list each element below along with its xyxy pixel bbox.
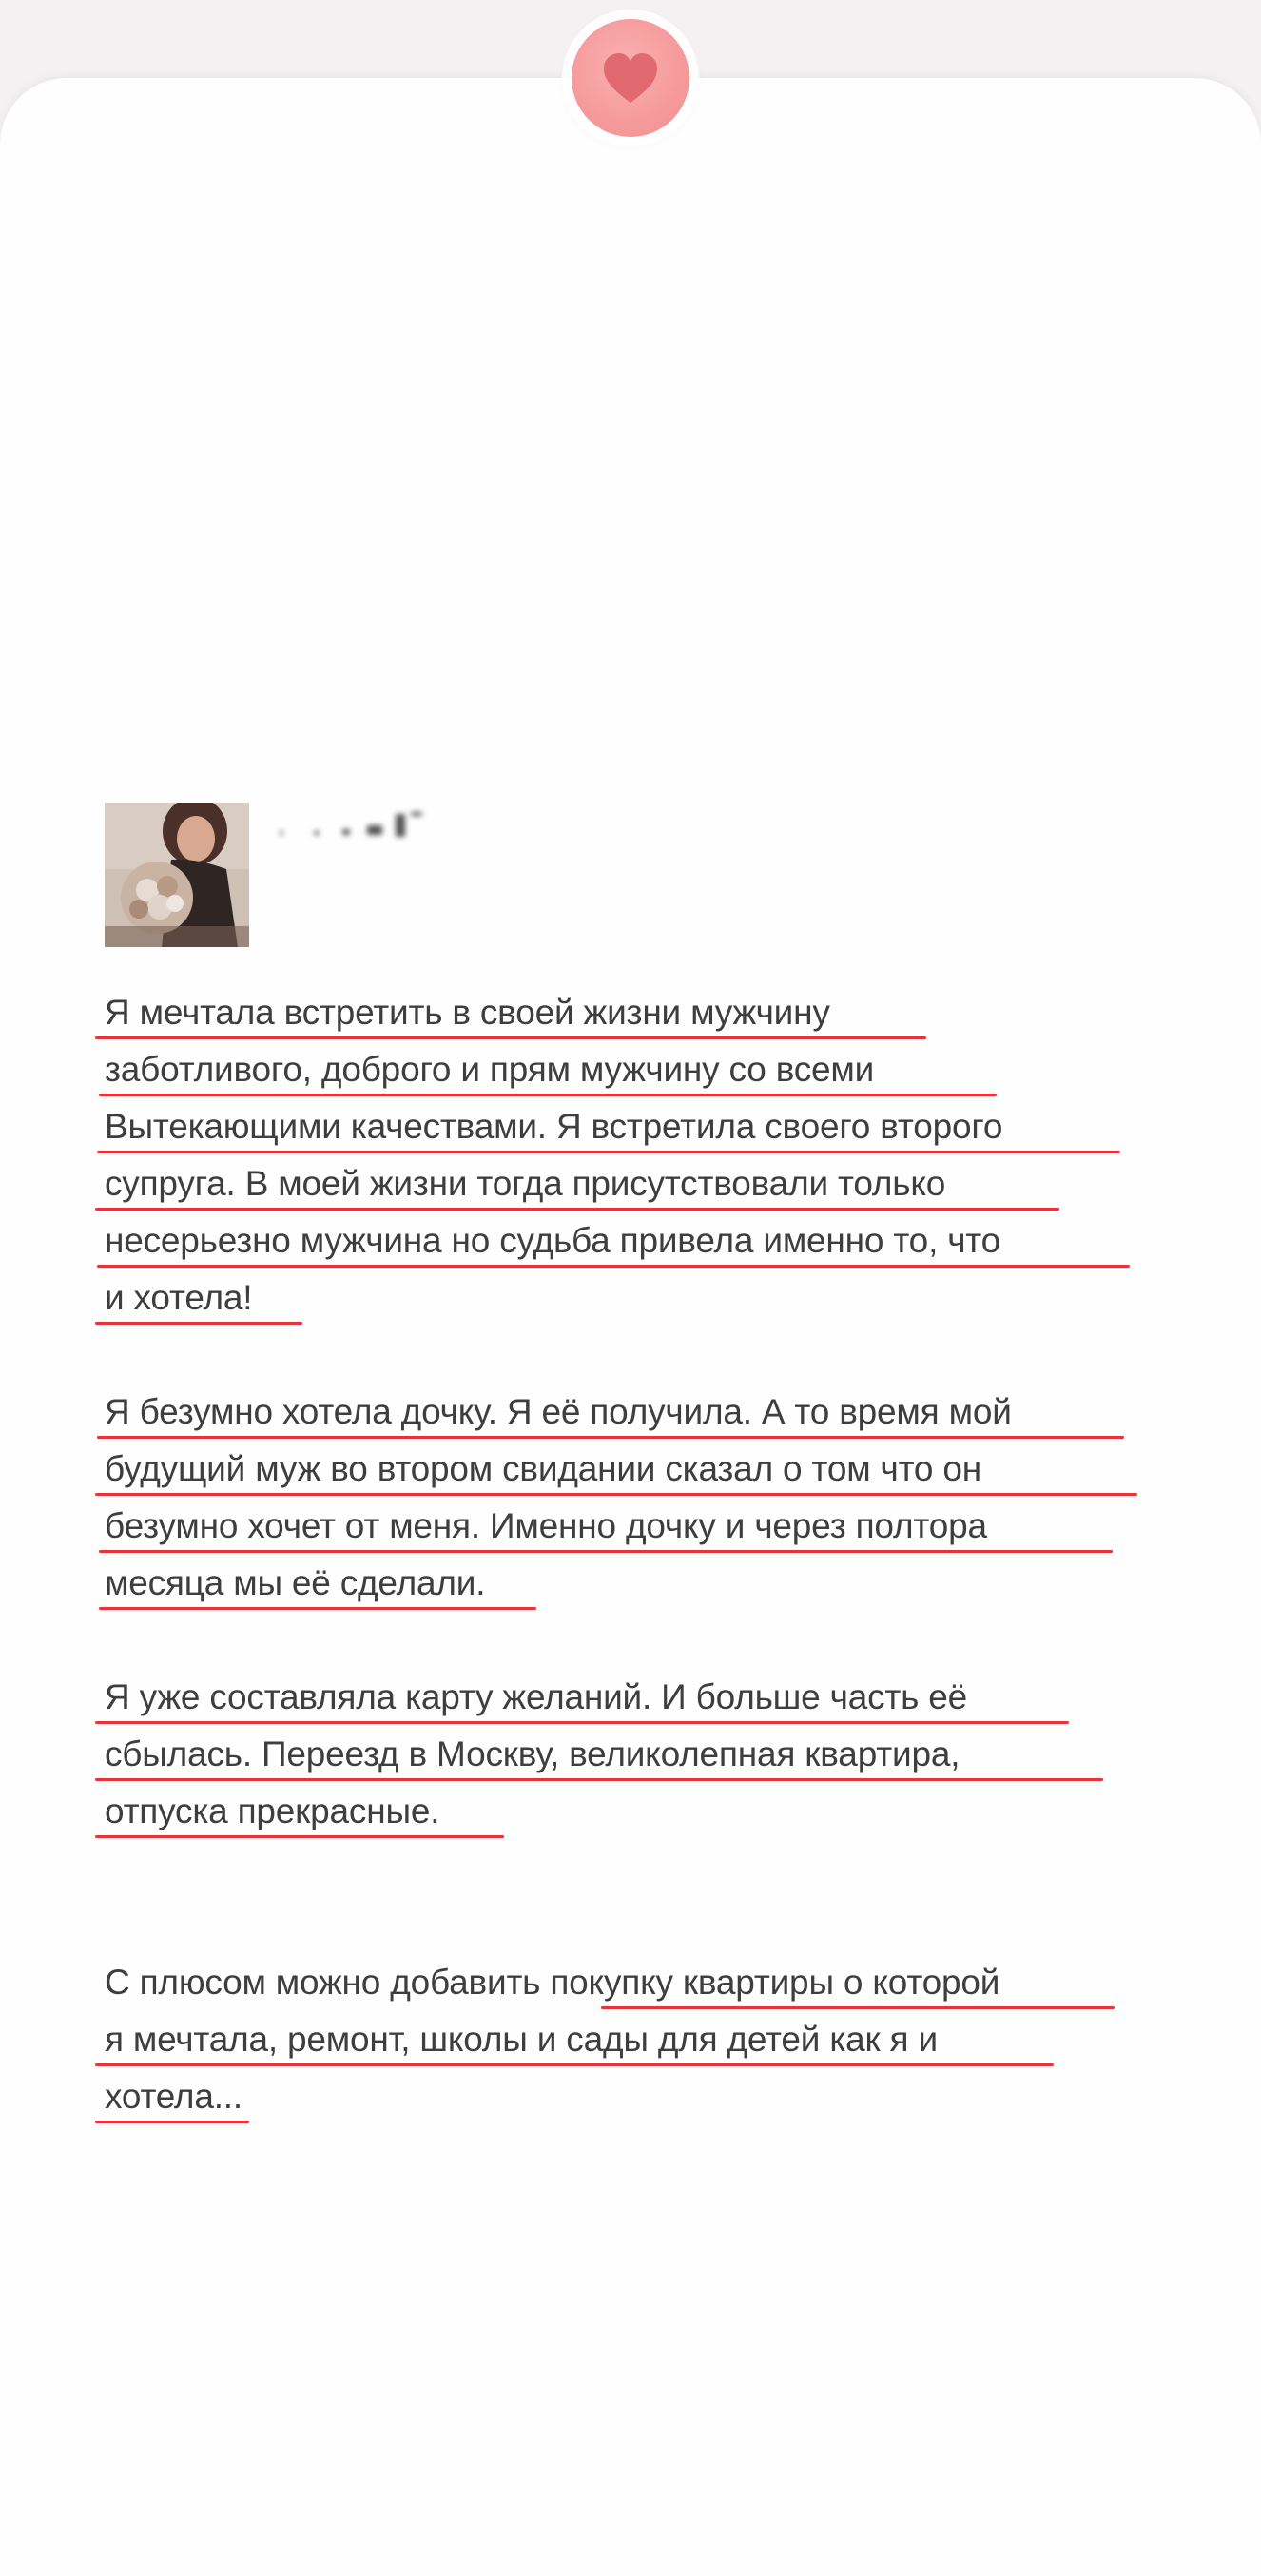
text-line xyxy=(105,989,1151,1046)
text-line xyxy=(105,1160,1151,1217)
red-underline xyxy=(95,1778,1103,1781)
text-line xyxy=(105,1445,1151,1502)
red-underline xyxy=(97,1265,1130,1268)
text-line-content: и хотела! xyxy=(105,1278,253,1317)
red-underline xyxy=(95,1322,302,1325)
red-underline xyxy=(97,1151,1120,1153)
heart-icon xyxy=(602,51,659,105)
text-line-content: безумно хочет от меня. Именно дочку и через полтора xyxy=(105,1506,987,1545)
text-line-content: Вытекающими качествами. Я встретила своего второго xyxy=(105,1107,1003,1146)
text-line-content: заботливого, доброго и прям мужчину со всеми xyxy=(105,1050,875,1089)
paragraph-3 xyxy=(105,1674,1151,1845)
text-line xyxy=(105,1731,1151,1788)
text-line xyxy=(105,1217,1151,1274)
red-underline xyxy=(95,1493,1137,1496)
paragraph-spacer xyxy=(105,1331,1151,1388)
paragraph-4 xyxy=(105,1959,1151,2130)
red-underline xyxy=(99,1094,997,1096)
red-underline xyxy=(95,2121,249,2123)
text-line-content: Я мечтала встретить в своей жизни мужчину xyxy=(105,993,830,1032)
red-underline xyxy=(95,2063,1054,2066)
text-line-content: хотела... xyxy=(105,2077,242,2116)
text-line-content: я мечтала, ремонт, школы и сады для детей как я и xyxy=(105,2020,938,2059)
red-underline xyxy=(95,1835,504,1838)
story-text xyxy=(105,989,1151,2130)
paragraph-spacer xyxy=(105,1845,1151,1959)
text-line-content: Я уже составляла карту желаний. И больше часть её xyxy=(105,1677,968,1716)
red-underline xyxy=(99,1550,1113,1553)
text-line xyxy=(105,1388,1151,1445)
text-line-content: супруга. В моей жизни тогда присутствовали только xyxy=(105,1164,946,1203)
red-underline xyxy=(97,1436,1124,1439)
text-line-content: месяца мы её сделали. xyxy=(105,1563,486,1602)
text-line xyxy=(105,1502,1151,1559)
paragraph-1 xyxy=(105,989,1151,1331)
paragraph-2 xyxy=(105,1388,1151,1617)
text-line-content: сбылась. Переезд в Москву, великолепная квартира, xyxy=(105,1734,960,1773)
red-underline xyxy=(95,1721,1069,1724)
text-line-content: несерьезно мужчина но судьба привела именно то, что xyxy=(105,1221,1001,1260)
author-name-redacted xyxy=(276,810,447,843)
like-button[interactable] xyxy=(572,19,689,137)
avatar-photo xyxy=(105,803,249,947)
text-line-content: отпуска прекрасные. xyxy=(105,1792,440,1830)
red-underline xyxy=(601,2006,1115,2009)
text-line xyxy=(105,1559,1151,1617)
text-line xyxy=(105,1103,1151,1160)
text-line-content: будущий муж во втором свидании сказал о том что он xyxy=(105,1449,981,1488)
text-line xyxy=(105,1274,1151,1331)
text-line xyxy=(105,2016,1151,2073)
text-line-content: Я безумно хотела дочку. Я её получила. А то время мой xyxy=(105,1392,1012,1431)
text-line xyxy=(105,1959,1151,2016)
text-line xyxy=(105,1046,1151,1103)
red-underline xyxy=(95,1036,926,1039)
red-underline xyxy=(95,1208,1059,1211)
text-line-content: С плюсом можно добавить покупку квартиры о которой xyxy=(105,1963,1000,2002)
text-line xyxy=(105,2073,1151,2130)
avatar[interactable] xyxy=(105,803,249,947)
text-line xyxy=(105,1674,1151,1731)
paragraph-spacer xyxy=(105,1617,1151,1674)
text-line xyxy=(105,1788,1151,1845)
red-underline xyxy=(99,1607,536,1610)
